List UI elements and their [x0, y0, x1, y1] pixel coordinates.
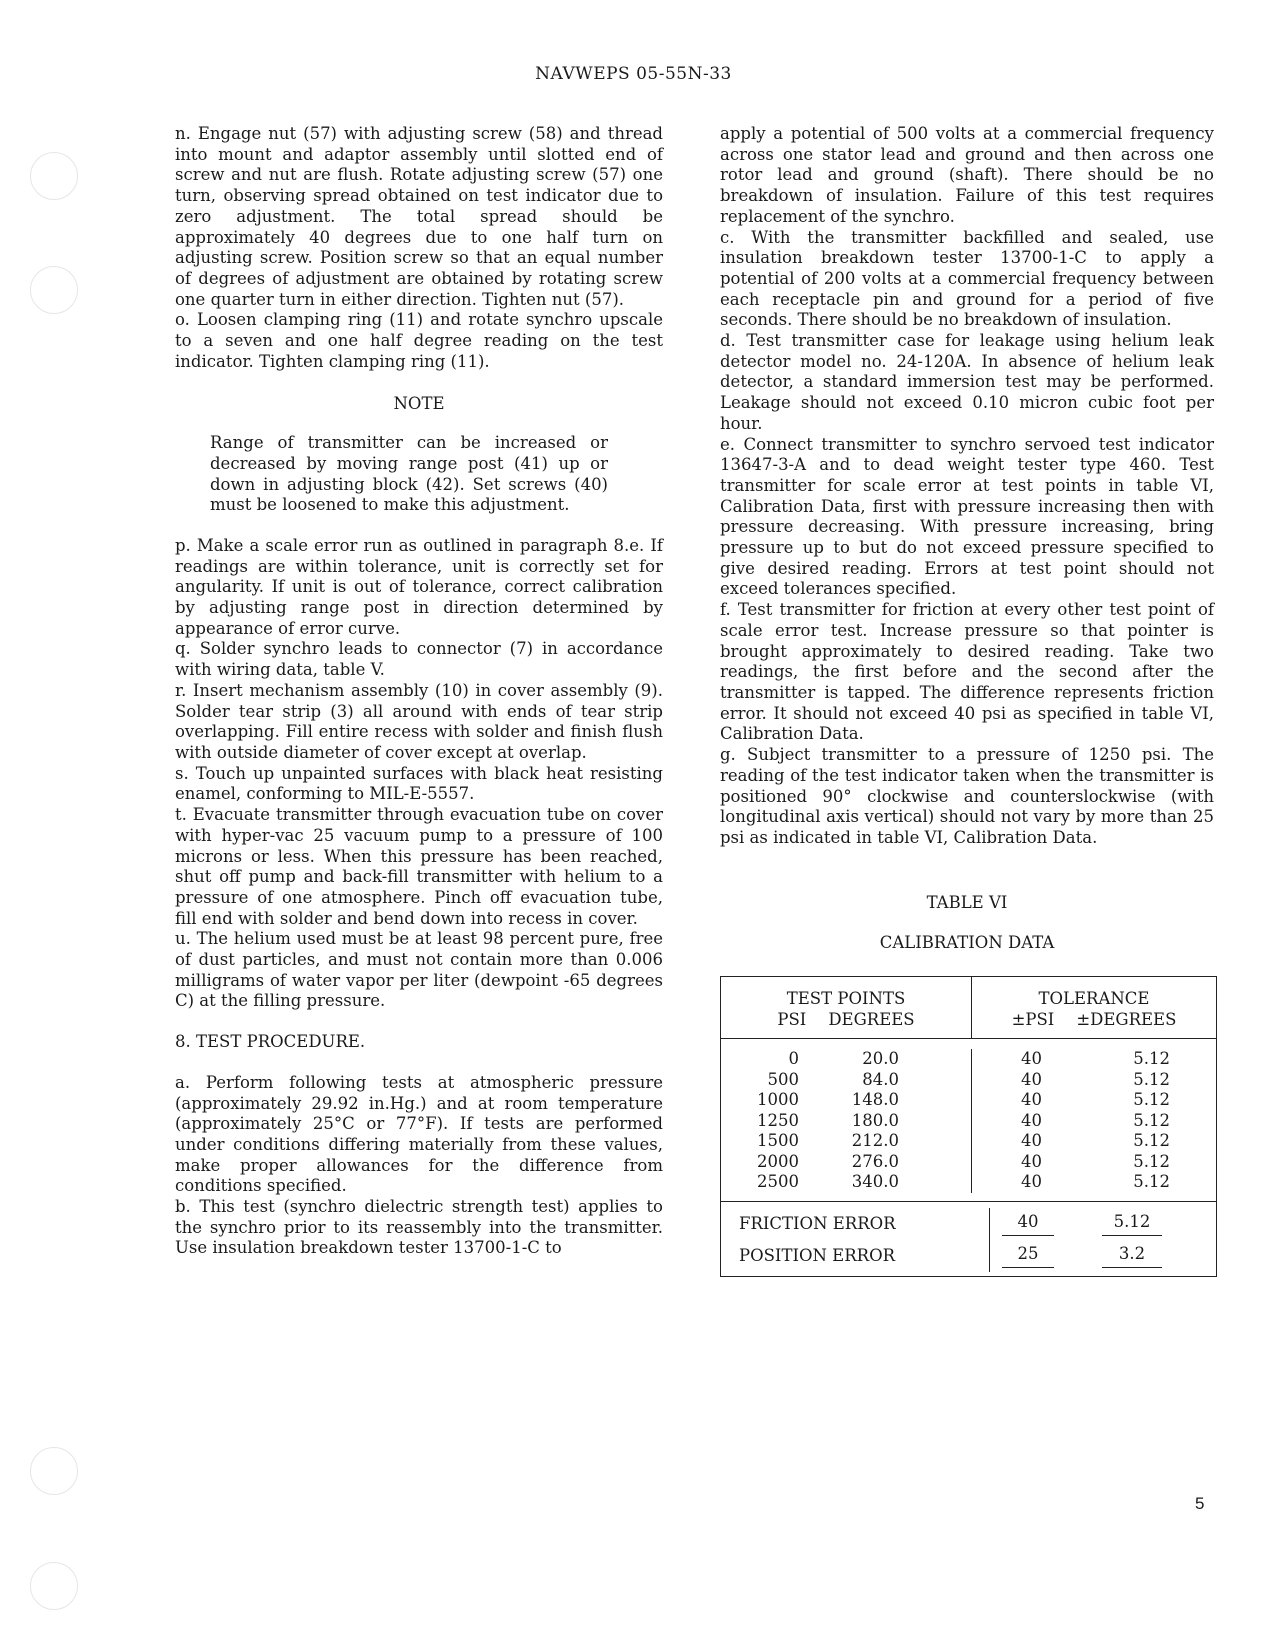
- paragraph-b-continued: apply a potential of 500 volts at a commercial frequency across one stator lead and ground and then across one rotor lead and ground (shaft). There should be no breakdown of insulation. Failure of this test requires replacement of the synchro.: [720, 124, 1214, 226]
- tol-psi-cell: 40: [1021, 1049, 1042, 1069]
- left-column: [175, 124, 663, 1259]
- table-row: [721, 1111, 1216, 1132]
- position-error-row: [721, 1240, 1216, 1272]
- table-title: TABLE VI: [926, 892, 1008, 912]
- psi-cell: 0: [788, 1049, 799, 1069]
- paragraph-q: q. Solder synchro leads to connector (7) in accordance with wiring data, table V.: [175, 639, 663, 680]
- paragraph-p: p. Make a scale error run as outlined in paragraph 8.e. If readings are within tolerance, unit is correctly set for angularity. If unit is out of tolerance, correct calibration by adjusting range post in direction determined by appearance of error curve.: [175, 535, 663, 638]
- tol-degrees-cell: 5.12: [1133, 1131, 1170, 1151]
- paragraph-s: s. Touch up unpainted surfaces with black heat resisting enamel, conforming to MIL-E-5557.: [175, 763, 663, 804]
- degrees-cell: 340.0: [851, 1172, 899, 1192]
- paragraph-e: e. Connect transmitter to synchro servoed test indicator 13647-3-A and to dead weight tester type 460. Test transmitter for scale error at test points in table VI, Calibration Data, first with pressure increasing then with pressure decreasing. With pressure increasing, bring pressure up to but do not exceed pressure specified to give desired reading. Errors at test point should not exceed tolerances specified.: [720, 434, 1214, 599]
- table-header-row: [721, 977, 1216, 1039]
- tol-degrees-cell: 5.12: [1133, 1069, 1170, 1089]
- paragraph-t: t. Evacuate transmitter through evacuation tube on cover with hyper-vac 25 vacuum pump to a pressure of 100 microns or less. When this pressure has been reached, shut off pump and back-fill transmitter with helium to a pressure of one atmosphere. Pinch off evacuation tube, fill end with solder and bend down into recess in cover.: [175, 805, 663, 928]
- psi-cell: 2000: [757, 1151, 799, 1171]
- table-row: [721, 1049, 1216, 1070]
- section-title: 8. TEST PROCEDURE.: [175, 1032, 366, 1052]
- degrees-cell: 276.0: [851, 1151, 899, 1171]
- calibration-table: [720, 976, 1217, 1277]
- table-row: [721, 1131, 1216, 1152]
- paragraph-u: u. The helium used must be at least 98 percent pure, free of dust particles, and must not contain more than 0.006 milligrams of water vapor per liter (dewpoint -65 degrees C) at the filling pressure.: [175, 929, 663, 1011]
- position-error-psi: 25: [1002, 1244, 1054, 1268]
- note-text: Range of transmitter can be increased or decreased by moving range post (41) up or down in adjusting block (42). Set screws (40) must be loosened to make this adjustment.: [210, 433, 608, 515]
- tol-psi-column-header: ±PSI: [1011, 1009, 1055, 1029]
- paragraph-d: d. Test transmitter case for leakage using helium leak detector model no. 24-120A. In absence of helium leak detector, a standard immersion test may be performed. Leakage should not exceed 0.10 micron cubic foot per hour.: [720, 331, 1214, 433]
- tol-psi-cell: 40: [1021, 1090, 1042, 1110]
- table-row: [721, 1152, 1216, 1173]
- tol-degrees-cell: 5.12: [1133, 1090, 1170, 1110]
- degrees-cell: 148.0: [851, 1090, 899, 1110]
- paragraph-o: o. Loosen clamping ring (11) and rotate synchro upscale to a seven and one half degree reading on the test indicator. Tighten clamping ring (11).: [175, 310, 663, 371]
- friction-error-degrees: 5.12: [1102, 1212, 1162, 1236]
- tolerance-header: [972, 977, 1216, 1038]
- right-column: [720, 124, 1214, 1277]
- position-error-label: POSITION ERROR: [739, 1245, 896, 1265]
- tol-degrees-column-header: ±DEGREES: [1076, 1009, 1177, 1029]
- paragraph-c: c. With the transmitter backfilled and sealed, use insulation breakdown tester 13700-1-C to apply a potential of 200 volts at a commercial frequency between each receptacle pin and ground for a period of five seconds. There should be no breakdown of insulation.: [720, 227, 1214, 330]
- tol-degrees-cell: 5.12: [1133, 1110, 1170, 1130]
- document-header: NAVWEPS 05-55N-33: [535, 64, 732, 84]
- psi-cell: 1000: [757, 1090, 799, 1110]
- psi-cell: 2500: [757, 1172, 799, 1192]
- test-points-header: [721, 977, 972, 1038]
- test-points-label: TEST POINTS: [786, 989, 906, 1009]
- paragraph-g: g. Subject transmitter to a pressure of 1250 psi. The reading of the test indicator taken when the transmitter is positioned 90° clockwise and counterslockwise (with longitudinal axis vertical) should not vary by more than 25 psi as indicated in table VI, Calibration Data.: [720, 745, 1214, 847]
- paragraph-r: r. Insert mechanism assembly (10) in cover assembly (9). Solder tear strip (3) all around with ends of tear strip overlapping. Fill entire recess with solder and finish flush with outside diameter of cover except at overlap.: [175, 680, 663, 762]
- friction-error-label: FRICTION ERROR: [739, 1213, 896, 1233]
- tol-psi-cell: 40: [1021, 1069, 1042, 1089]
- psi-cell: 1500: [757, 1131, 799, 1151]
- table-row: [721, 1090, 1216, 1111]
- page-number: 5: [1195, 1494, 1205, 1513]
- paragraph-test-a: a. Perform following tests at atmospheric pressure (approximately 29.92 in.Hg.) and at room temperature (approximately 25°C or 77°F). If tests are performed under conditions differing materially from these values, make proper allowances for the difference from conditions specified.: [175, 1072, 663, 1196]
- friction-error-row: [721, 1208, 1216, 1240]
- friction-error-psi: 40: [1002, 1212, 1054, 1236]
- degrees-cell: 212.0: [851, 1131, 899, 1151]
- table-row: [721, 1070, 1216, 1091]
- tol-degrees-cell: 5.12: [1133, 1151, 1170, 1171]
- punch-hole: [30, 266, 78, 314]
- degrees-column-header: DEGREES: [828, 1009, 915, 1029]
- table-row: [721, 1172, 1216, 1193]
- tol-degrees-cell: 5.12: [1133, 1049, 1170, 1069]
- punch-hole: [30, 1447, 78, 1495]
- tol-psi-cell: 40: [1021, 1110, 1042, 1130]
- psi-cell: 1250: [757, 1110, 799, 1130]
- degrees-cell: 84.0: [862, 1069, 899, 1089]
- paragraph-test-b: b. This test (synchro dielectric strength test) applies to the synchro prior to its reassembly into the transmitter. Use insulation breakdown tester 13700-1-C to: [175, 1197, 663, 1258]
- tol-psi-cell: 40: [1021, 1172, 1042, 1192]
- degrees-cell: 180.0: [851, 1110, 899, 1130]
- degrees-cell: 20.0: [862, 1049, 899, 1069]
- tol-psi-cell: 40: [1021, 1131, 1042, 1151]
- tol-degrees-cell: 5.12: [1133, 1172, 1170, 1192]
- note-title: NOTE: [393, 394, 445, 414]
- error-rows: [721, 1202, 1216, 1276]
- table-subtitle: CALIBRATION DATA: [879, 933, 1055, 953]
- table-body: [721, 1039, 1216, 1202]
- psi-cell: 500: [767, 1069, 799, 1089]
- psi-column-header: PSI: [777, 1009, 807, 1029]
- position-error-degrees: 3.2: [1102, 1244, 1162, 1268]
- punch-hole: [30, 1562, 78, 1610]
- tol-psi-cell: 40: [1021, 1151, 1042, 1171]
- paragraph-n: n. Engage nut (57) with adjusting screw (58) and thread into mount and adaptor assembly until slotted end of screw and nut are flush. Rotate adjusting screw (57) one turn, observing spread obtained on test indicator due to zero adjustment. The total spread should be approximately 40 degrees due to one half turn on adjusting screw. Position screw so that an equal number of degrees of adjustment are obtained by rotating screw one quarter turn in either direction. Tighten nut (57).: [175, 124, 663, 309]
- paragraph-f: f. Test transmitter for friction at every other test point of scale error test. Increase pressure so that pointer is brought approximately to desired reading. Take two readings, the first before and the second after the transmitter is tapped. The difference represents friction error. It should not exceed 40 psi as specified in table VI, Calibration Data.: [720, 600, 1214, 744]
- tolerance-label: TOLERANCE: [1038, 989, 1150, 1009]
- punch-hole: [30, 152, 78, 200]
